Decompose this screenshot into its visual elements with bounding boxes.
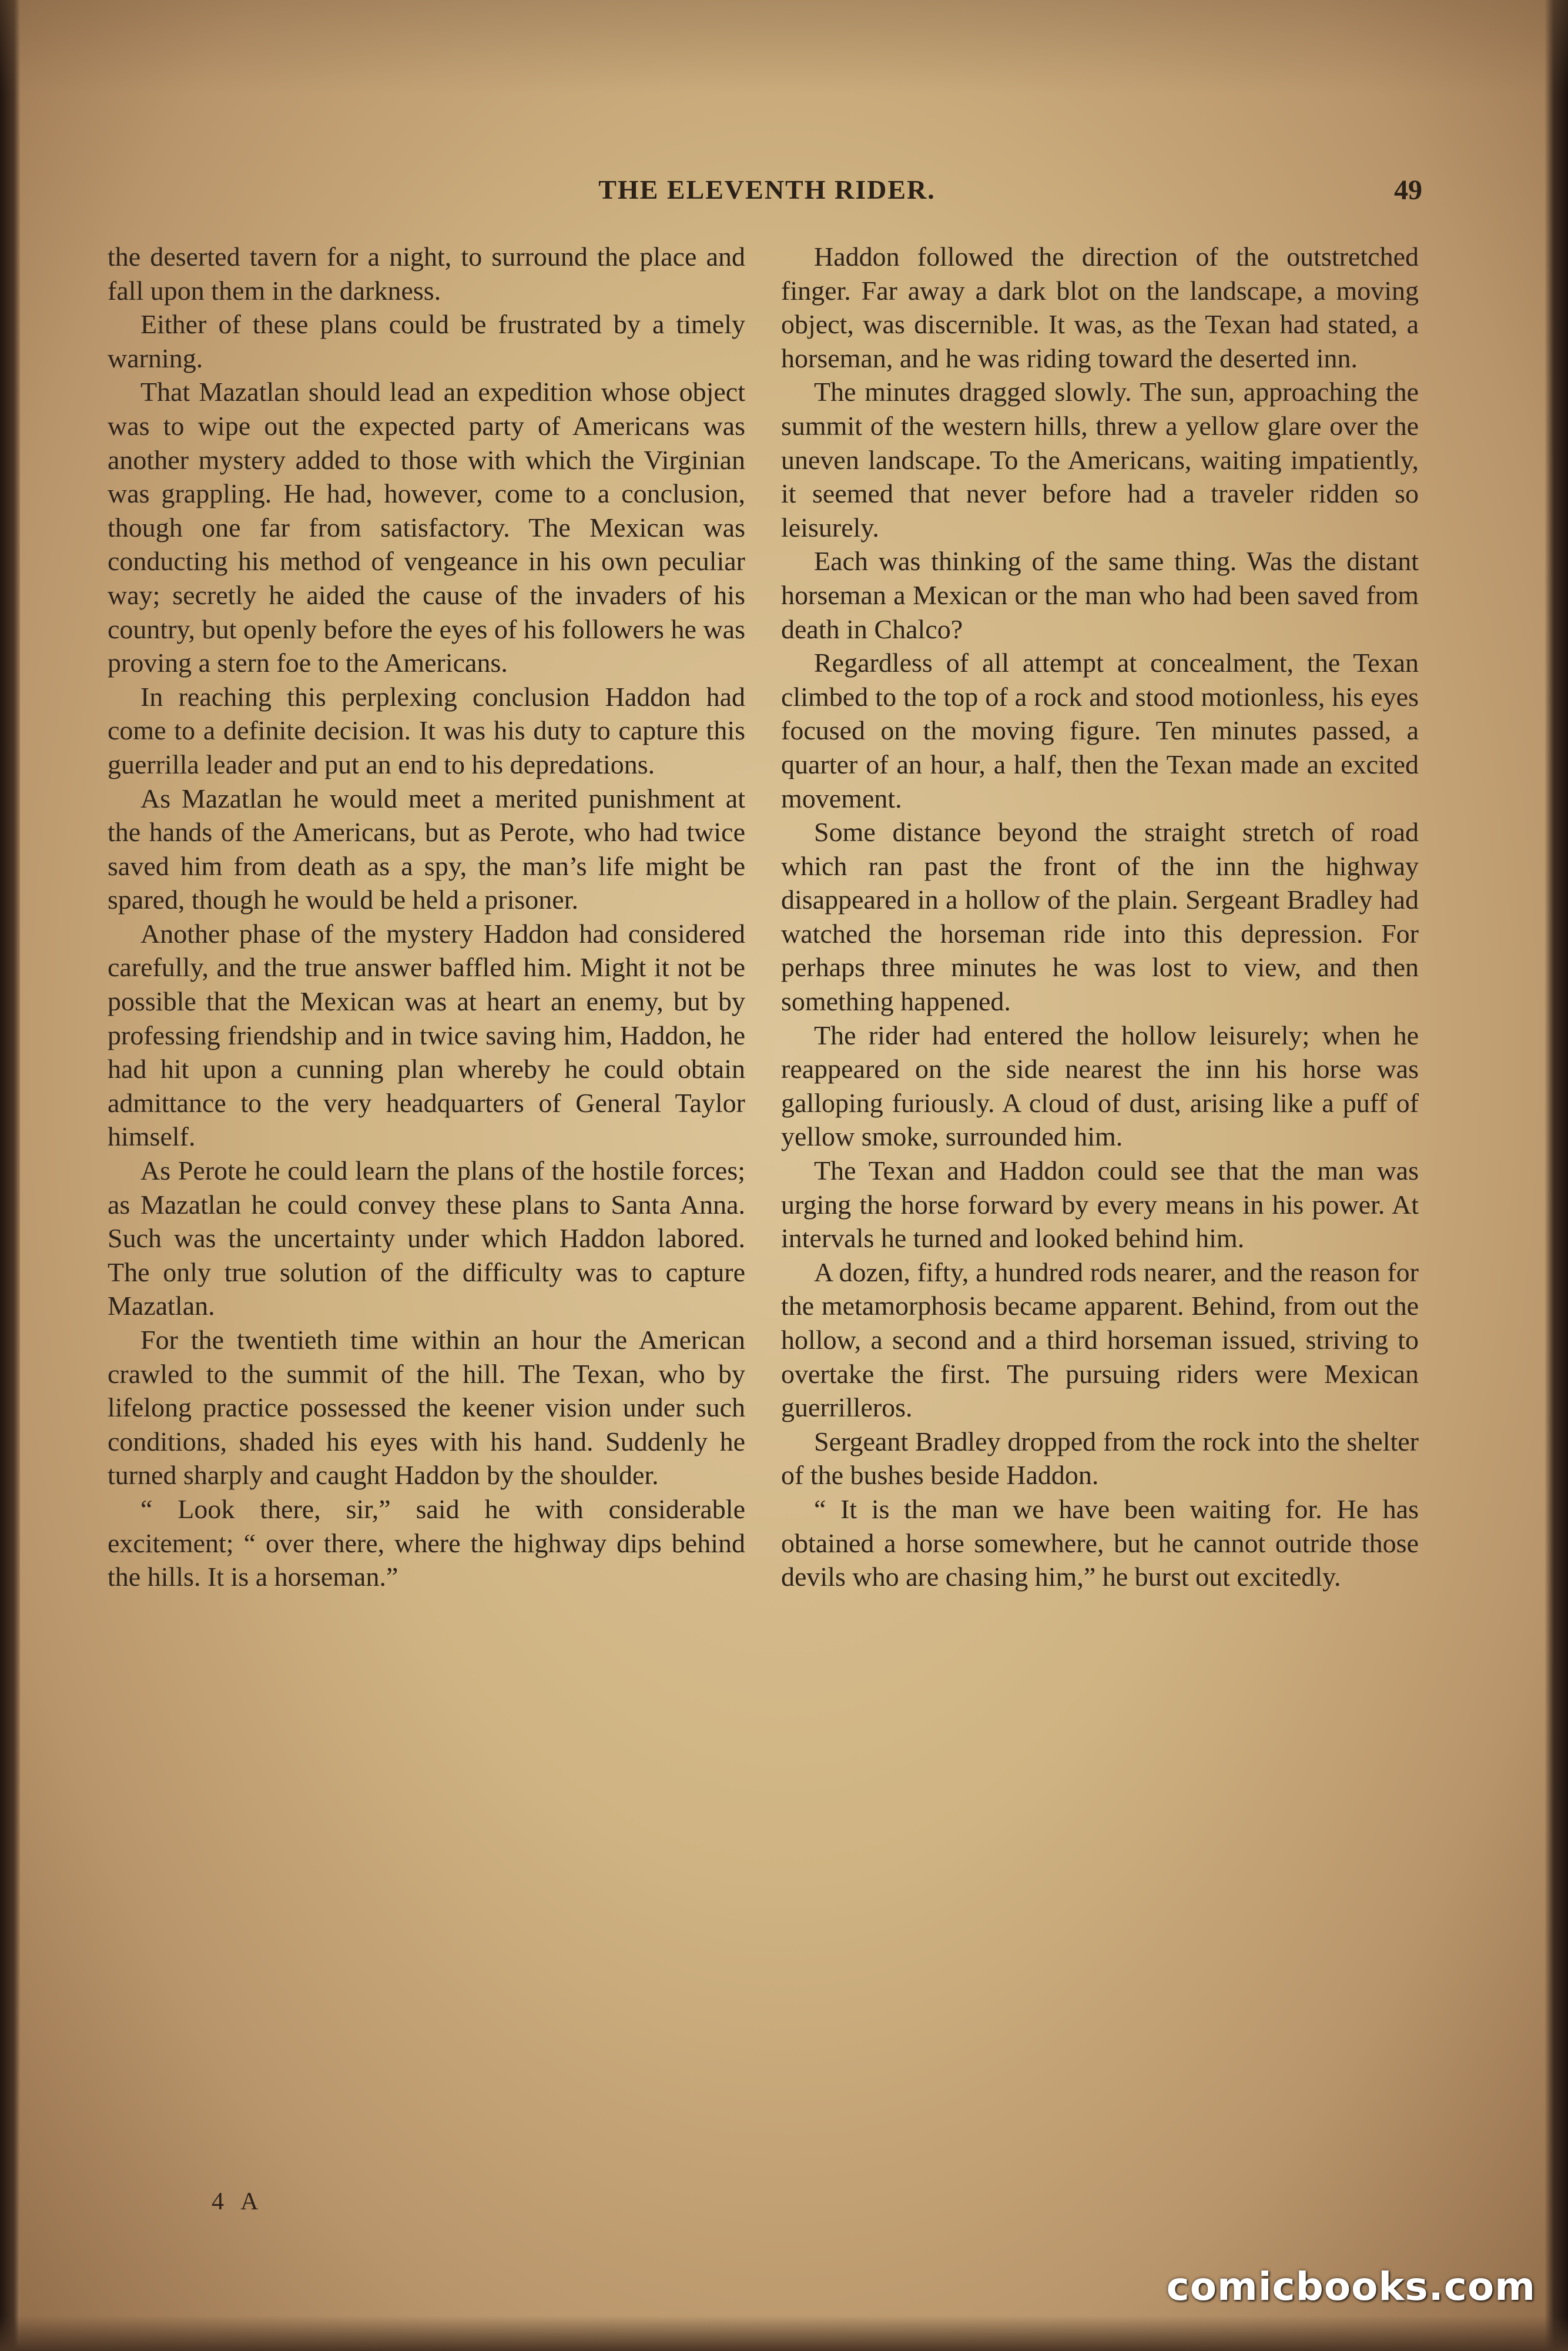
paragraph: Sergeant Bradley dropped from the rock into the shelter of the bushes beside Haddon. [781, 1426, 1419, 1491]
paragraph: The Texan and Haddon could see that the man was urging the horse forward by every means in his power. At intervals he turned and looked behind him. [781, 1156, 1419, 1254]
paragraph: That Mazatlan should lead an expedition whose object was to wipe out the expected party of Americans was another mystery added to those with which the Virginian was grappling. He had, however, come to a conclusion, though one far from satisfactory. The Mexican was conducting his method of vengeance in his own peculiar way; secretly he aided the cause of the invaders of his country, but openly before the eyes of his followers he was proving a stern foe to the Americans. [108, 377, 745, 678]
left-column [108, 240, 745, 1594]
paragraph: Each was thinking of the same thing. Was the distant horseman a Mexican or the man who had been saved from death in Chalco? [781, 546, 1419, 644]
paragraph: The minutes dragged slowly. The sun, approaching the summit of the western hills, threw a yellow glare over the uneven landscape. To the Americans, waiting impatiently, it seemed that never before had a traveler ridden so leisurely. [781, 377, 1419, 542]
paragraph: the deserted tavern for a night, to surround the place and fall upon them in the darkness. [108, 242, 745, 306]
paragraph: Haddon followed the direction of the outstretched finger. Far away a dark blot on the landscape, a moving object, was discernible. It was, as the Texan had stated, a horseman, and he was riding toward the deserted inn. [781, 242, 1419, 373]
page-title: THE ELEVENTH RIDER. [598, 175, 936, 205]
paragraph: In reaching this perplexing conclusion Haddon had come to a definite decision. It was his duty to capture this guerrilla leader and put an end to his depredations. [108, 681, 745, 779]
paragraph: “ Look there, sir,” said he with considerable excitement; “ over there, where the highway dips behind the hills. It is a horseman.” [108, 1493, 745, 1592]
paragraph: A dozen, fifty, a hundred rods nearer, and the reason for the metamorphosis became apparent. Behind, from out the hollow, a second and a third horseman issued, striving to overtake the first. The pursuing riders were Mexican guerrilleros. [781, 1257, 1419, 1423]
paragraph: As Mazatlan he would meet a merited punishment at the hands of the Americans, but as Perote, who had twice saved him from death as a spy, the man’s life might be spared, though he would be held a prisoner. [108, 783, 745, 915]
paragraph: For the twentieth time within an hour the American crawled to the summit of the hill. The Texan, who by lifelong practice possessed the keener vision under such conditions, shaded his eyes with his hand. Suddenly he turned sharply and caught Haddon by the shoulder. [108, 1325, 745, 1491]
page-spine-shadow [0, 0, 20, 2351]
page-right-edge [1544, 0, 1568, 2351]
paragraph: Some distance beyond the straight stretch of road which ran past the front of the inn the highway disappeared in a hollow of the plain. Sergeant Bradley had watched the horseman ride into this depression. For perhaps three minutes he was lost to view, and then something happened. [781, 817, 1419, 1017]
paragraph: Either of these plans could be frustrated by a timely warning. [108, 309, 745, 373]
paragraph: Regardless of all attempt at concealment, the Texan climbed to the top of a rock and stood motionless, his eyes focused on the moving figure. Ten minutes passed, a quarter of an hour, a half, then the Texan made an excited movement. [781, 648, 1419, 813]
page-number: 49 [1394, 175, 1422, 206]
paragraph: “ It is the man we have been waiting for. He has obtained a horse somewhere, but he cannot outride those devils who are chasing him,” he burst out excitedly. [781, 1493, 1419, 1592]
watermark: comicbooks.com [1166, 2264, 1536, 2309]
paragraph: Another phase of the mystery Haddon had considered carefully, and the true answer baffled him. Might it not be possible that the Mexican was at heart an enemy, but by professing friendship and in twice saving him, Haddon, he had hit upon a cunning plan whereby he could obtain admittance to the very headquarters of General Taylor himself. [108, 918, 745, 1152]
paragraph: The rider had entered the hollow leisurely; when he reappeared on the side nearest the inn his horse was galloping furiously. A cloud of dust, arising like a puff of yellow smoke, surrounded him. [781, 1020, 1419, 1152]
page-bottom-wear [0, 2316, 1568, 2351]
paragraph: As Perote he could learn the plans of the hostile forces; as Mazatlan he could convey these plans to Santa Anna. Such was the uncertainty under which Haddon labored. The only true solution of the difficulty was to capture Mazatlan. [108, 1156, 745, 1321]
signature-mark: 4 A [212, 2188, 264, 2215]
right-column [781, 240, 1419, 1594]
running-head [112, 174, 1422, 221]
page-top-vignette [0, 0, 1568, 94]
